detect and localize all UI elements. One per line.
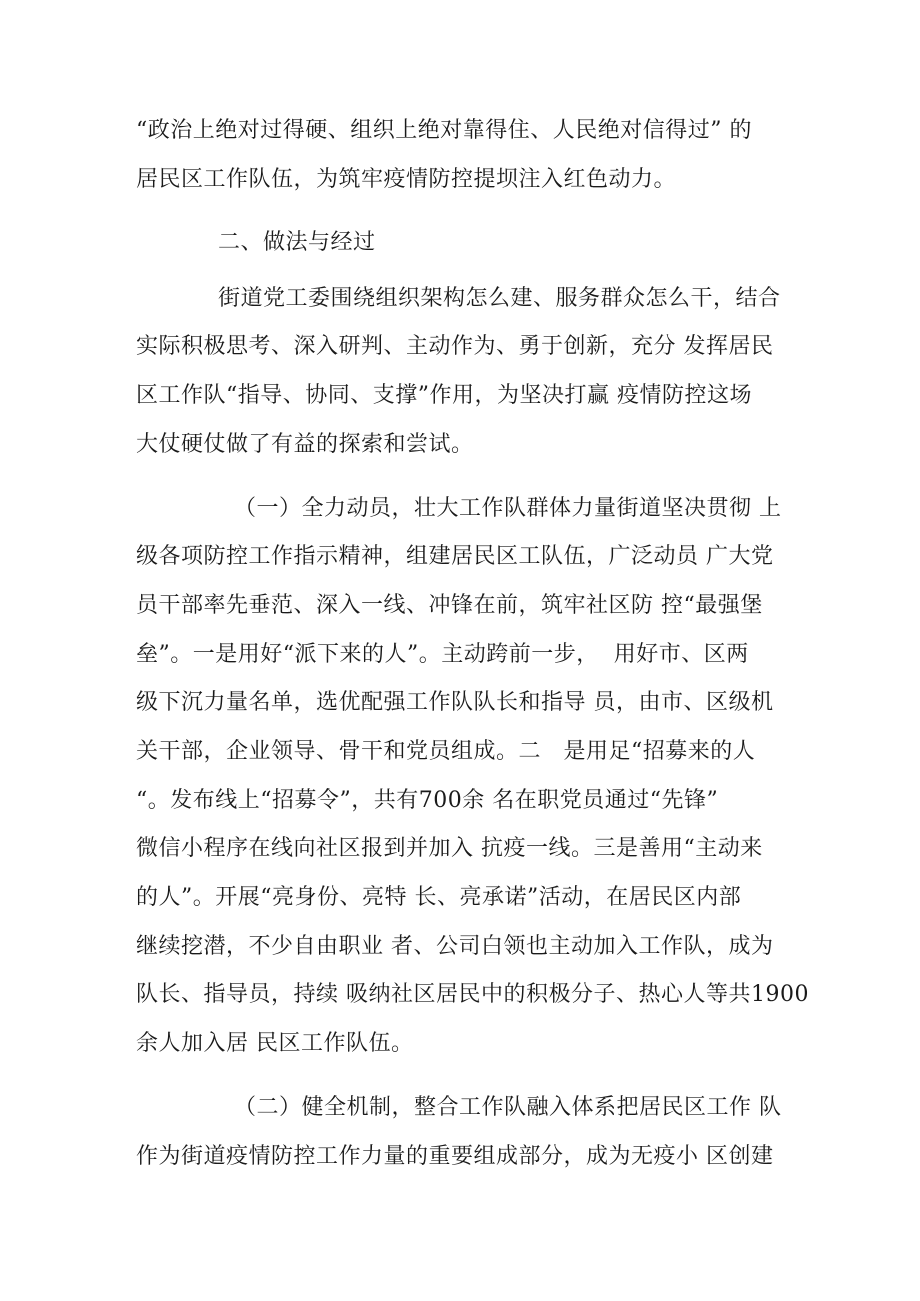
- text-line: 居民区工作队伍，为筑牢疫情防控提坝注入红色动力。: [136, 167, 677, 192]
- subsection-heading: （一）全力动员，壮大工作队群体力量街道坚决贯彻 上: [234, 496, 782, 521]
- text-line: 关干部，企业领导、骨干和党员组成。二 是用足“招募来的人: [136, 739, 756, 764]
- text-line: 实际积极思考、深入研判、主动作为、勇于创新，充分 发挥居民: [136, 334, 774, 359]
- section-heading: 二、做法与经过: [218, 230, 376, 255]
- text-line: 继续挖潜，不少自由职业 者、公司白领也主动加入工作队，成为: [136, 934, 774, 959]
- text-line: 作为街道疫情防控工作力量的重要组成部分，成为无疫小 区创建: [136, 1144, 774, 1169]
- paragraph-first-line: 街道党工委围绕组织架构怎么建、服务群众怎么干，结合: [218, 286, 781, 311]
- text-line: 级各项防控工作指示精神，组建居民区工队伍，广泛动员 广大党: [136, 544, 774, 569]
- text-line: 员干部率先垂范、深入一线、冲锋在前，筑牢社区防 控“最强堡: [136, 593, 763, 618]
- text-line: “政治上绝对过得硬、组织上绝对靠得住、人民绝对信得过” 的: [136, 118, 752, 143]
- text-line: 余人加入居 民区工作队伍。: [136, 1031, 414, 1056]
- text-line: 微信小程序在线向社区报到并加入 抗疫一线。三是善用“主动来: [136, 836, 763, 861]
- text-line: 的人”。开展“亮身份、亮特 长、亮承诺”活动，在居民区内部: [136, 885, 742, 910]
- text-line: 区工作队“指导、协同、支撑”作用，为坚决打赢 疫情防控这场: [136, 383, 752, 408]
- text-line: “。发布线上“招募令”，共有700余 名在职党员通过“先锋”: [136, 788, 719, 813]
- subsection-heading: （二）健全机制，整合工作队融入体系把居民区工作 队: [234, 1095, 782, 1120]
- text-line: 大仗硬仗做了有益的探索和尝试。: [136, 432, 474, 457]
- text-line: 队长、指导员，持续 吸纳社区居民中的积极分子、热心人等共1900: [136, 982, 809, 1007]
- text-line: 垒”。一是用好“派下来的人”。主动跨前一步， 用好市、区两: [136, 642, 749, 667]
- text-line: 级下沉力量名单，选优配强工作队队长和指导 员，由市、区级机: [136, 690, 774, 715]
